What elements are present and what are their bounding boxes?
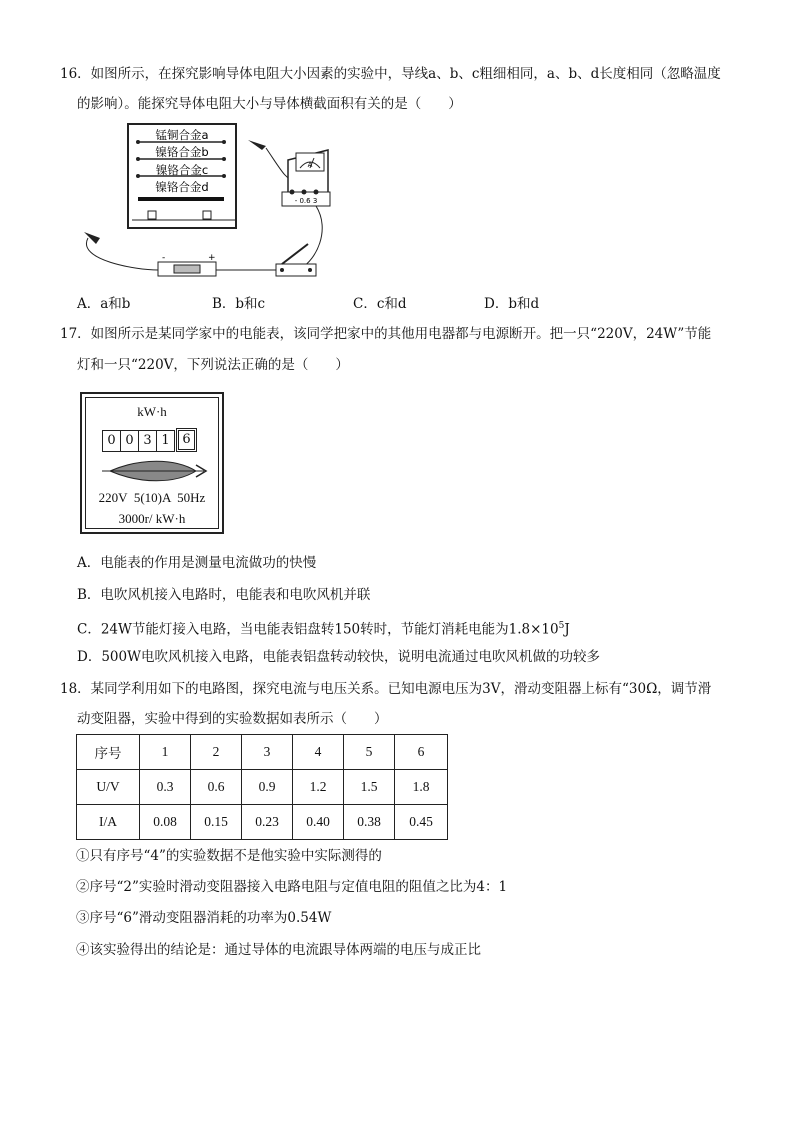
- q18-stem-line2: 动变阻器，实验中得到的实验数据如表所示（ ）: [77, 711, 388, 727]
- q17-stem-line1: 17．如图所示是某同学家中的电能表，该同学把家中的其他用电器都与电源断开。把一只“220V，24W”节能: [60, 326, 712, 342]
- table-cell: 0.08: [140, 805, 191, 840]
- q17-option-c[interactable]: [77, 616, 570, 640]
- energy-meter: [80, 392, 224, 534]
- meter-spec: 220V 5(10)A 50Hz: [98, 490, 206, 505]
- q17-option-c-unit: J: [564, 621, 570, 638]
- q18-data-table: [76, 734, 448, 840]
- meter-digit: 0: [102, 430, 121, 452]
- table-cell: 0.15: [191, 805, 242, 840]
- q16-option-b[interactable]: B．b和c: [212, 296, 266, 312]
- q17-option-a[interactable]: A．电能表的作用是测量电流做功的快慢: [77, 555, 317, 571]
- ammeter-terminals: - 0.6 3: [294, 197, 318, 205]
- meter-unit: kW·h: [137, 404, 167, 419]
- table-cell: 1.5: [344, 770, 395, 805]
- table-cell: 0.38: [344, 805, 395, 840]
- ammeter-symbol: A: [307, 161, 313, 169]
- q16-stem-line2: 的影响）。能探究导体电阻大小与导体横截面积有关的是（ ）: [77, 96, 462, 112]
- q18-stem-line1: 18．某同学利用如下的电路图，探究电流与电压关系。已知电源电压为3V，滑动变阻器上标有“30Ω，调节滑: [60, 681, 712, 697]
- wire-label-b: 镍铬合金b: [155, 145, 209, 159]
- q17-option-c-exponent: 5: [558, 621, 565, 631]
- meter-counter: [102, 430, 195, 452]
- wire-label-d: 镍铬合金d: [155, 180, 209, 194]
- q16-stem-line1: 16．如图所示，在探究影响导体电阻大小因素的实验中，导线a、b、c粗细相同，a、b、d长度相同（忽略温度: [60, 66, 721, 82]
- table-cell: I/A: [77, 805, 140, 840]
- table-cell: 2: [191, 735, 242, 770]
- table-row-header: [77, 735, 448, 770]
- battery-icon: [158, 253, 216, 276]
- q17-option-b[interactable]: B．电吹风机接入电路时，电能表和电吹风机并联: [77, 587, 371, 603]
- q16-option-c[interactable]: C．c和d: [353, 296, 407, 312]
- meter-digit: 0: [121, 430, 139, 452]
- meter-digit: 1: [157, 430, 175, 452]
- q18-statement-2[interactable]: ②序号“2”实验时滑动变阻器接入电路电阻与定值电阻的阻值之比为4：1: [76, 879, 508, 895]
- meter-revolutions: 3000r/ kW·h: [118, 511, 186, 526]
- meter-digit-decimal: 6: [178, 430, 195, 450]
- meter-digit: 3: [139, 430, 157, 452]
- table-cell: 1.8: [395, 770, 448, 805]
- battery-minus: -: [162, 253, 166, 263]
- table-cell: 1.2: [293, 770, 344, 805]
- q16-option-d[interactable]: D．b和d: [484, 296, 540, 312]
- q18-statement-1[interactable]: ①只有序号“4”的实验数据不是他实验中实际测得的: [76, 848, 382, 864]
- q17-option-d[interactable]: D．500W电吹风机接入电路，电能表铝盘转动较快，说明电流通过电吹风机做的功较多: [77, 649, 600, 665]
- table-cell: 0.3: [140, 770, 191, 805]
- q18-statement-4[interactable]: ④该实验得出的结论是：通过导体的电流跟导体两端的电压与成正比: [76, 942, 481, 958]
- table-cell: 0.45: [395, 805, 448, 840]
- meter-disc-indicator-icon: [100, 460, 210, 482]
- q16-circuit-figure: [76, 120, 356, 285]
- table-cell: 6: [395, 735, 448, 770]
- table-cell: 0.23: [242, 805, 293, 840]
- q17-stem-line2: 灯和一只“220V，下列说法正确的是（ ）: [77, 357, 349, 373]
- wire-label-a: 锰铜合金a: [155, 128, 209, 142]
- table-cell: 0.40: [293, 805, 344, 840]
- table-row-current: [77, 805, 448, 840]
- ammeter-icon: [282, 150, 330, 206]
- table-cell: U/V: [77, 770, 140, 805]
- alligator-clip-icon: [248, 140, 266, 150]
- q18-statement-3[interactable]: ③序号“6”滑动变阻器消耗的功率为0.54W: [76, 910, 332, 926]
- q16-option-a[interactable]: A．a和b: [77, 296, 131, 312]
- table-cell: 序号: [77, 735, 140, 770]
- table-cell: 4: [293, 735, 344, 770]
- table-cell: 0.9: [242, 770, 293, 805]
- table-row-voltage: [77, 770, 448, 805]
- table-cell: 3: [242, 735, 293, 770]
- table-cell: 5: [344, 735, 395, 770]
- wire-label-c: 镍铬合金c: [155, 163, 209, 177]
- table-cell: 0.6: [191, 770, 242, 805]
- table-cell: 1: [140, 735, 191, 770]
- battery-plus: +: [208, 253, 216, 263]
- q17-option-c-text: C．24W节能灯接入电路，当电能表铝盘转150转时，节能灯消耗电能为1.8×10: [77, 621, 559, 638]
